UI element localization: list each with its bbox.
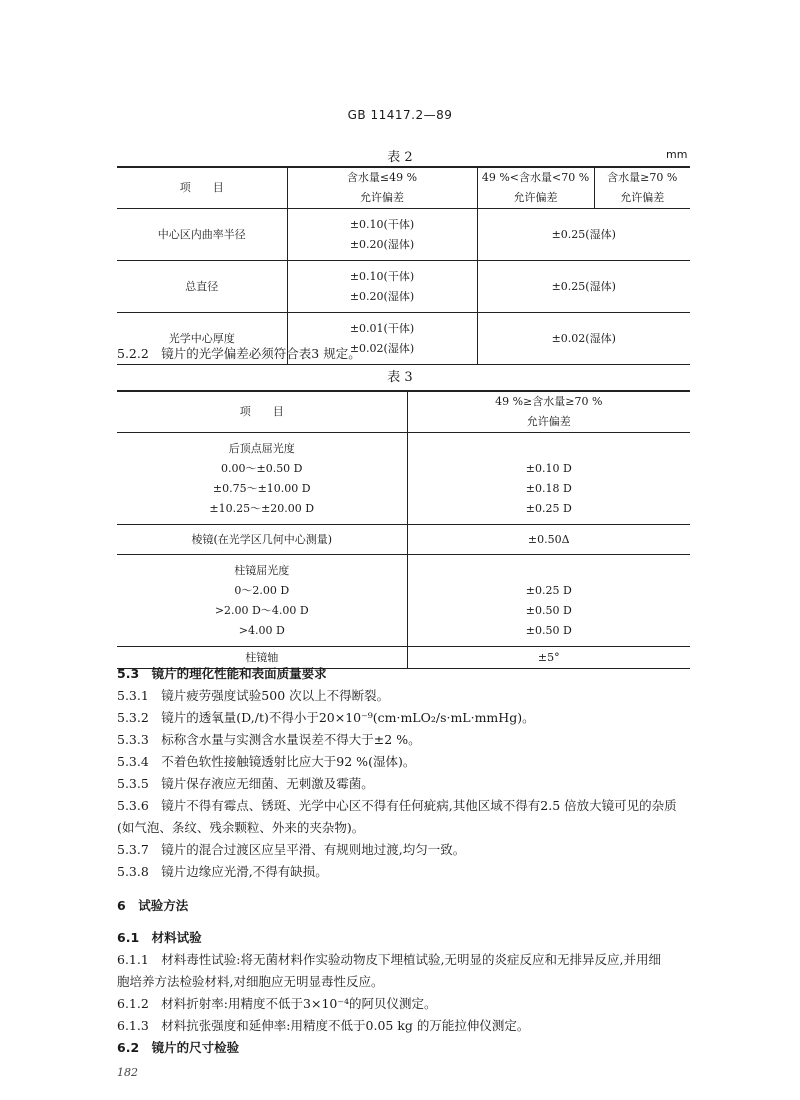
paragraph-5-3-5: 5.3.5 镜片保存液应无细菌、无刺激及霉菌。 xyxy=(117,776,374,791)
paragraph-5-3-6-line2: (如气泡、条纹、残余颗粒、外来的夹杂物)。 xyxy=(117,820,365,835)
table3 xyxy=(117,390,690,669)
section-5-3-heading: 5.3 镜片的理化性能和表面质量要求 xyxy=(117,666,327,681)
paragraph-5-3-1: 5.3.1 镜片疲劳强度试验500 次以上不得断裂。 xyxy=(117,688,390,703)
table2-header-col2: 49 %<含水量<70 % 允许偏差 xyxy=(477,167,594,209)
table3-header-item: 项 目 xyxy=(117,391,407,433)
paragraph-5-2-2: 5.2.2 镜片的光学偏差必须符合表3 规定。 xyxy=(117,346,361,361)
table-row: 总直径 ±0.10(干体) ±0.20(湿体) ±0.25(湿体) xyxy=(117,261,690,313)
paragraph-6-1-1-line2: 胞培养方法检验材料,对细胞应无明显毒性反应。 xyxy=(117,974,384,989)
page-number: 182 xyxy=(117,1066,138,1079)
table-row: 后顶点屈光度 0.00～±0.50 D ±0.75～±10.00 D ±10.25～±20.00 D ±0.10 D ±0.18 D ±0.25 D xyxy=(117,433,690,525)
paragraph-5-3-6-line1: 5.3.6 镜片不得有霉点、锈斑、光学中心区不得有任何疵病,其他区域不得有2.5 倍放大镜可见的杂质 xyxy=(117,798,677,813)
page-header: GB 11417.2—89 xyxy=(347,108,453,122)
table2-caption: 表 2 xyxy=(387,150,413,165)
table2-header-item: 项 目 xyxy=(117,167,287,209)
paragraph-5-3-7: 5.3.7 镜片的混合过渡区应呈平滑、有规则地过渡,均匀一致。 xyxy=(117,842,466,857)
table2 xyxy=(117,166,690,365)
table-row: 柱镜屈光度 0～2.00 D >2.00 D～4.00 D >4.00 D ±0.25 D ±0.50 D ±0.50 D xyxy=(117,555,690,647)
paragraph-5-3-4: 5.3.4 不着色软性接触镜透射比应大于92 %(湿体)。 xyxy=(117,754,416,769)
table-row: 光学中心厚度 ±0.01(干体) ±0.02(湿体) ±0.02(湿体) xyxy=(117,313,690,365)
table2-header-col3: 含水量≥70 % 允许偏差 xyxy=(594,167,690,209)
table2-header-col1: 含水量≤49 % 允许偏差 xyxy=(287,167,477,209)
paragraph-5-3-8: 5.3.8 镜片边缘应光滑,不得有缺损。 xyxy=(117,864,328,879)
table-row: 柱镜轴 ±5° xyxy=(117,647,690,669)
paragraph-5-3-3: 5.3.3 标称含水量与实测含水量误差不得大于±2 %。 xyxy=(117,732,421,747)
section-6-2-heading: 6.2 镜片的尺寸检验 xyxy=(117,1040,240,1055)
paragraph-6-1-1-line1: 6.1.1 材料毒性试验:将无菌材料作实验动物皮下埋植试验,无明显的炎症反应和无排异反应,并用细 xyxy=(117,952,661,967)
table3-header-value: 49 %≥含水量≥70 % 允许偏差 xyxy=(407,391,690,433)
paragraph-6-1-2: 6.1.2 材料折射率:用精度不低于3×10⁻⁴的阿贝仪测定。 xyxy=(117,996,437,1011)
paragraph-5-3-2: 5.3.2 镜片的透氧量(D,/t)不得小于20×10⁻⁹(cm·mLO₂/s·mL·mmHg)。 xyxy=(117,710,535,725)
table-row: 中心区内曲率半径 ±0.10(干体) ±0.20(湿体) ±0.25(湿体) xyxy=(117,209,690,261)
section-6-1-heading: 6.1 材料试验 xyxy=(117,930,202,945)
section-6-heading: 6 试验方法 xyxy=(117,898,189,913)
table-row: 棱镜(在光学区几何中心测量) ±0.50Δ xyxy=(117,525,690,555)
table3-caption: 表 3 xyxy=(387,370,413,385)
paragraph-6-1-3: 6.1.3 材料抗张强度和延伸率:用精度不低于0.05 kg 的万能拉伸仪测定。 xyxy=(117,1018,530,1033)
table2-unit: mm xyxy=(666,148,688,161)
